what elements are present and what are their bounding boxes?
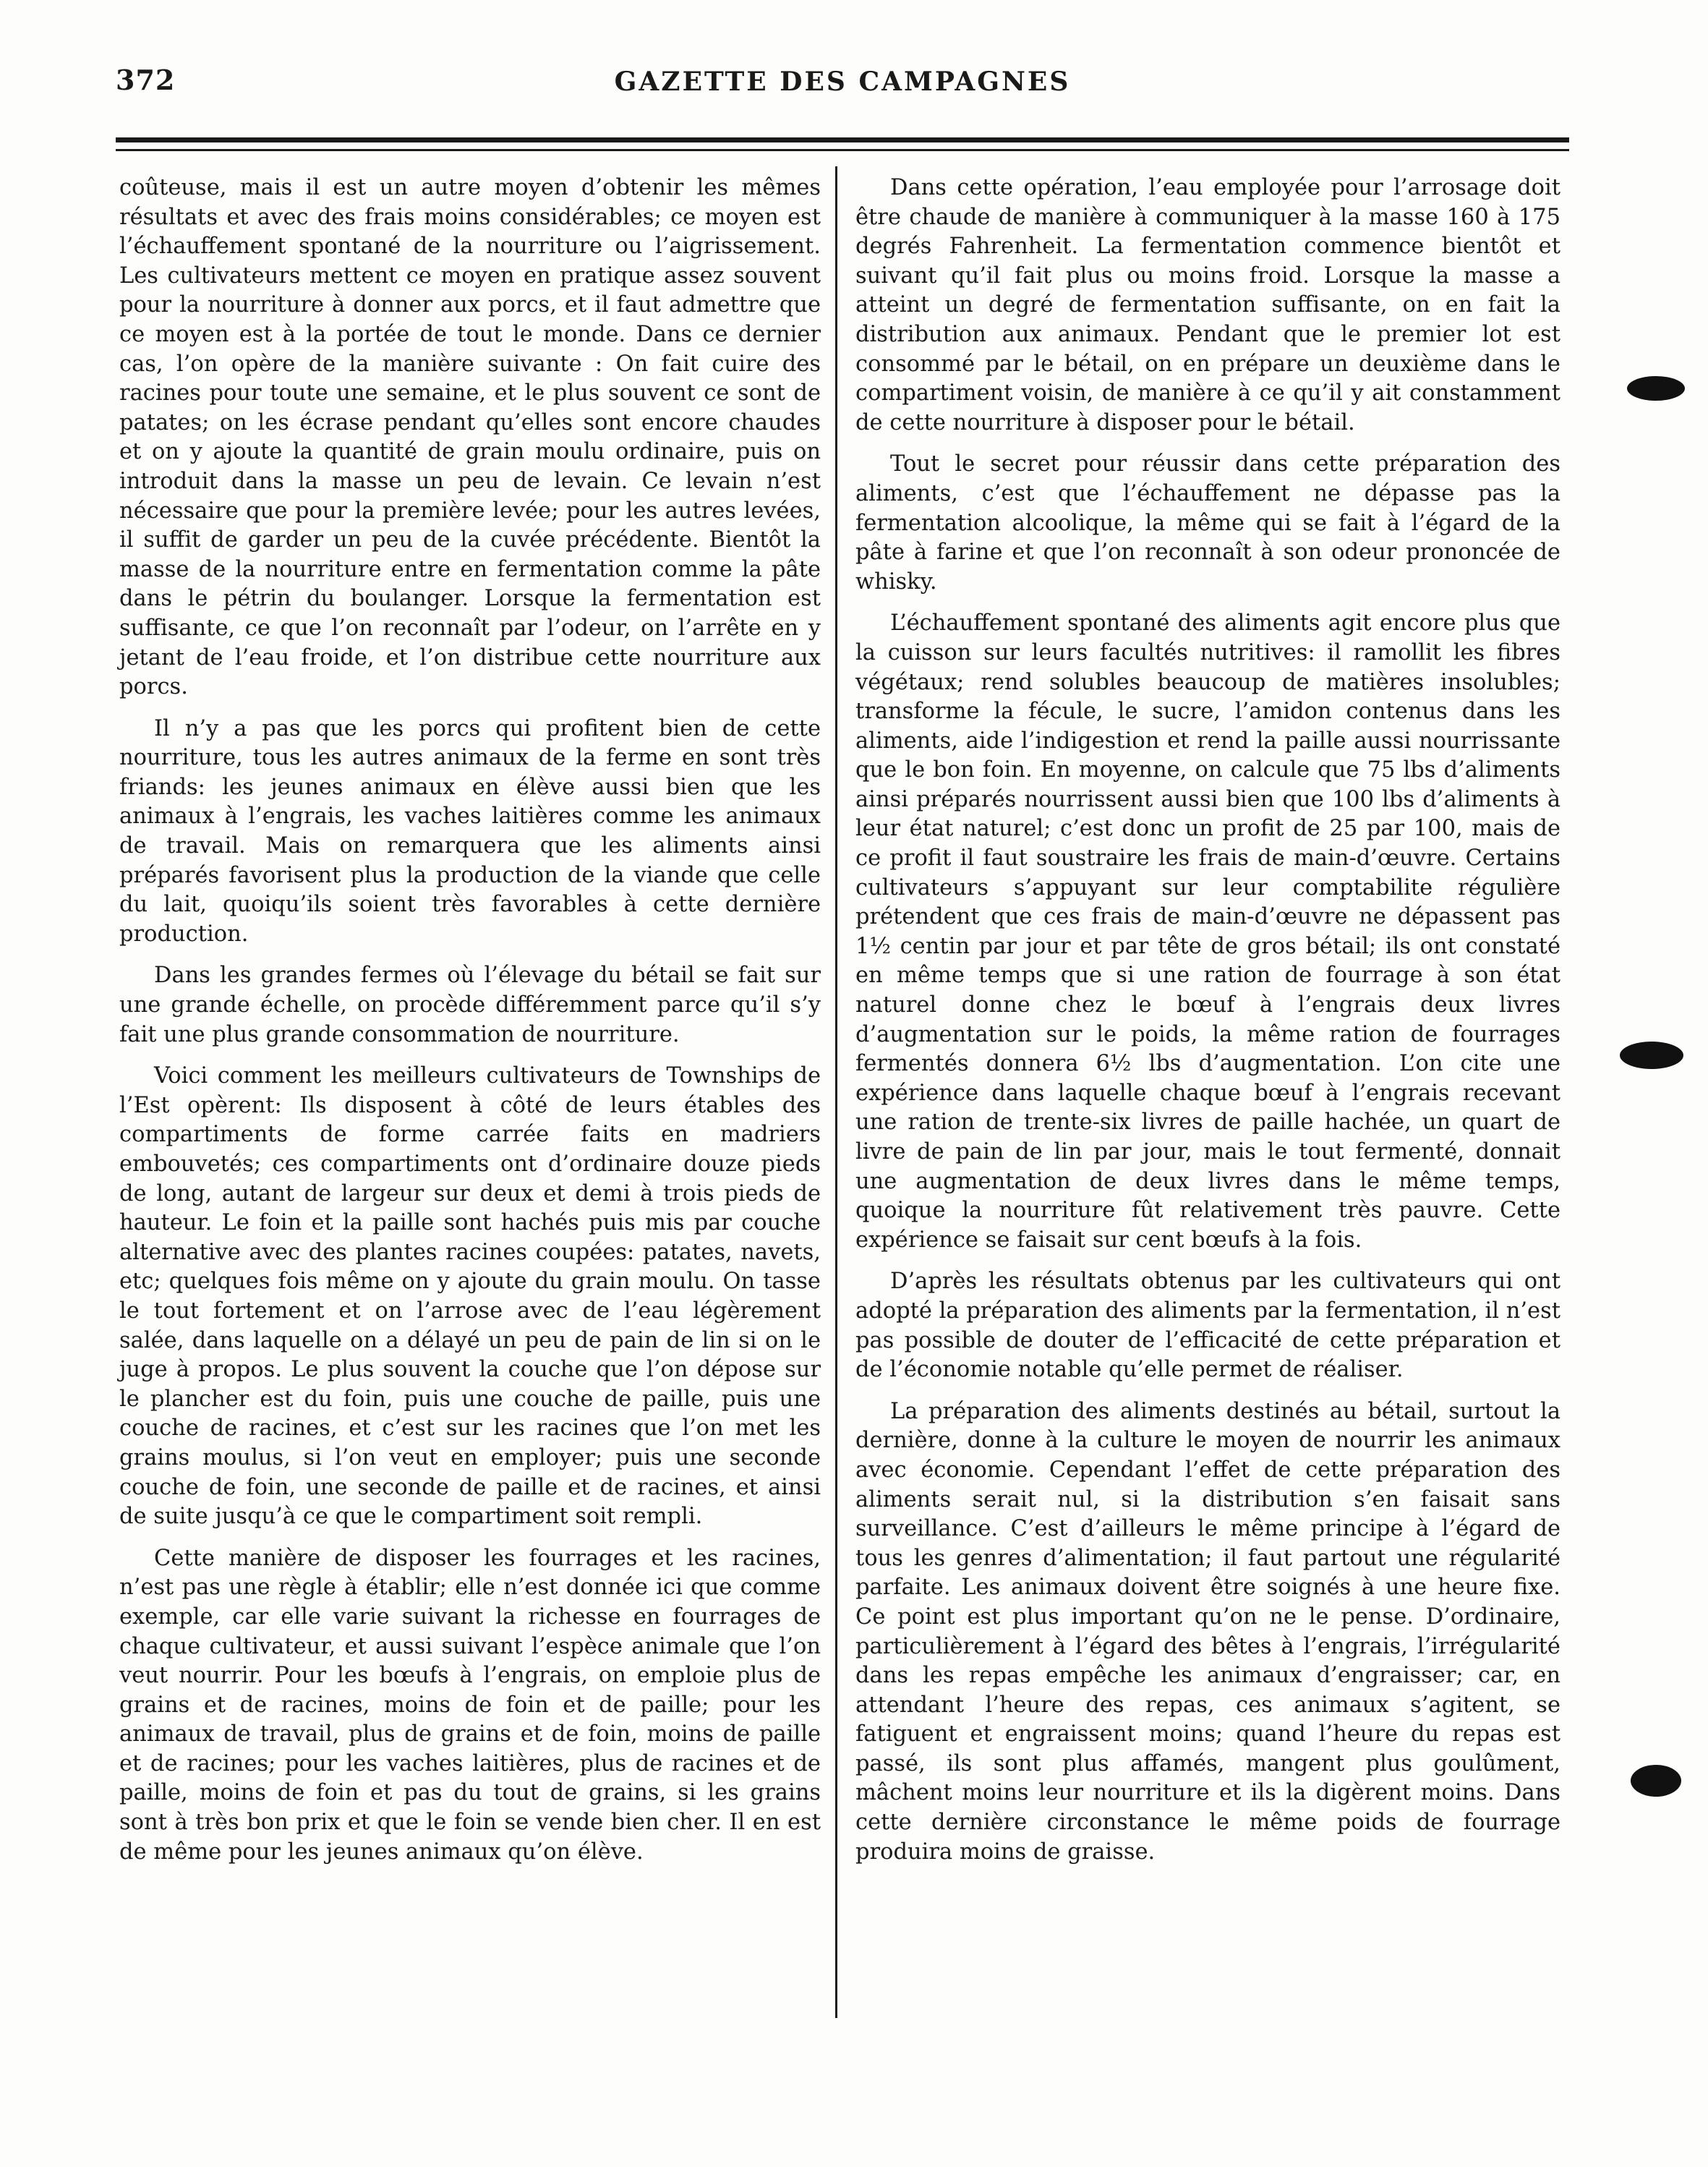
column-divider [835,166,837,2018]
left-column [119,174,821,1879]
header-rule-thick [116,137,1569,142]
paragraph: Voici comment les meilleurs cultivateurs de Townships de l’Est opèrent: Ils disposent à côté de leurs étables des compartiments de forme carrée faits en madriers embouvetés; ces compartiments ont d’ordinaire douze pieds de long, autant de largeur sur deux et demi à trois pieds de hauteur. Le foin et la paille sont hachés puis mis par couche alternative avec des plantes racines coupées: patates, navets, etc; quelques fois même on y ajoute du grain moulu. On tasse le tout fortement et on l’arrose avec de l’eau légèrement salée, dans laquelle on a délayé un peu de pain de lin si on le juge à propos. Le plus souvent la couche que l’on dépose sur le plancher est du foin, puis une couche de paille, puis une couche de racines, et c’est sur les racines que l’on met les grains moulus, si l’on veut en employer; puis une seconde couche de foin, une seconde de paille et de racines, et ainsi de suite jusqu’à ce que le compartiment soit rempli. [119,1063,821,1530]
paragraph: La préparation des aliments destinés au bétail, surtout la dernière, donne à la culture le moyen de nourrir les animaux avec économie. Cependant l’effet de cette préparation des aliments serait nul, si la distribution s’en faisait sans surveillance. C’est d’ailleurs le même principe à l’égard de tous les genres d’alimentation; il faut partout une régularité parfaite. Les animaux doivent être soignés à une heure fixe. Ce point est plus important qu’on ne le pense. D’ordinaire, particulièrement à l’égard des bêtes à l’engrais, l’irrégularité dans les repas empêche les animaux d’engraisser; car, en attendant l’heure des repas, ces animaux s’agitent, se fatiguent et engraissent moins; quand l’heure du repas est passé, ils sont plus affamés, mangent plus goulûment, mâchent moins leur nourriture et ils la digèrent moins. Dans cette dernière circonstance le même poids de fourrage produira moins de graisse. [855,1398,1560,1865]
running-title: GAZETTE DES CAMPAGNES [614,67,1071,97]
paragraph: Dans les grandes fermes où l’élevage du bétail se fait sur une grande échelle, on procède différemment parce qu’il s’y fait une plus grande consommation de nourriture. [119,963,821,1047]
ink-blot [1627,376,1685,401]
header-rule-thin [116,149,1569,151]
paragraph: Tout le secret pour réussir dans cette préparation des aliments, c’est que l’échauffement ne dépasse pas la fermentation alcoolique, la même qui se fait à l’égard de la pâte à farine et que l’on reconnaît à son odeur prononcée de whisky. [855,451,1560,595]
paragraph: coûteuse, mais il est un autre moyen d’obtenir les mêmes résultats et avec des frais moins considérables; ce moyen est l’échauffement spontané de la nourriture ou l’aigrissement. Les cultivateurs mettent ce moyen en pratique assez souvent pour la nourriture à donner aux porcs, et il faut admettre que ce moyen est à la portée de tout le monde. Dans ce dernier cas, l’on opère de la manière suivante : On fait cuire des racines pour toute une semaine, et le plus souvent ce sont de patates; on les écrase pendant qu’elles sont encore chaudes et on y ajoute la quantité de grain moulu ordinaire, puis on introduit dans la masse un peu de levain. Ce levain n’est nécessaire que pour la première levée; pour les autres levées, il suffit de garder un peu de la cuvée précédente. Bientôt la masse de la nourriture entre en fermentation comme la pâte dans le pétrin du boulanger. Lorsque la fermentation est suffisante, ce que l’on reconnaît par l’odeur, on l’arrête en y jetant de l’eau froide, et l’on distribue cette nourriture aux porcs. [119,175,821,700]
right-column [855,174,1560,1879]
paragraph: D’après les résultats obtenus par les cultivateurs qui ont adopté la préparation des aliments par la fermentation, il n’est pas possible de douter de l’efficacité de cette préparation et de l’économie notable qu’elle permet de réaliser. [855,1269,1560,1383]
ink-blot [1631,1765,1681,1797]
paragraph: Dans cette opération, l’eau employée pour l’arrosage doit être chaude de manière à communiquer à la masse 160 à 175 degrés Fahrenheit. La fermentation commence bientôt et suivant qu’il fait plus ou moins froid. Lorsque la masse a atteint un degré de fermentation suffisante, on en fait la distribution aux animaux. Pendant que le premier lot est consommé par le bétail, on en prépare un deuxième dans le compartiment voisin, de manière à ce qu’il y ait constamment de cette nourriture à disposer pour le bétail. [855,175,1560,435]
page-number: 372 [116,64,176,96]
ink-blot [1620,1042,1683,1069]
paragraph: L’échauffement spontané des aliments agit encore plus que la cuisson sur leurs facultés nutritives: il ramollit les fibres végétaux; rend solubles beaucoup de matières insolubles; transforme la fécule, le sucre, l’amidon contenus dans les aliments, aide l’indigestion et rend la paille aussi nourrissante que le bon foin. En moyenne, on calcule que 75 lbs d’aliments ainsi préparés nourrissent aussi bien que 100 lbs d’aliments à leur état naturel; c’est donc un profit de 25 par 100, mais de ce profit il faut soustraire les frais de main-d’œuvre. Certains cultivateurs s’appuyant sur leur comptabilite régulière prétendent que ces frais de main-d’œuvre ne dépassent pas 1½ centin par jour et par tête de gros bétail; ils ont constaté en même temps que si une ration de fourrage à son état naturel donne chez le bœuf à l’engrais deux livres d’augmentation sur le poids, la même ration de fourrages fermentés donnera 6½ lbs d’augmentation. L’on cite une expérience dans laquelle chaque bœuf à l’engrais recevant une ration de trente-six livres de paille hachée, un quart de livre de pain de lin par jour, mais le tout fermenté, donnait une augmentation de deux livres dans le même temps, quoique la nourriture fût relativement très pauvre. Cette expérience se faisait sur cent bœufs à la fois. [855,610,1560,1253]
paragraph: Il n’y a pas que les porcs qui profitent bien de cette nourriture, tous les autres animaux de la ferme en sont très friands: les jeunes animaux en élève aussi bien que les animaux à l’engrais, les vaches laitières comme les animaux de travail. Mais on remarquera que les aliments ainsi préparés favorisent plus la production de la viande que celle du lait, quoiqu’ils soient très favorables à cette dernière production. [119,715,821,947]
page-header [116,64,1569,107]
paragraph: Cette manière de disposer les fourrages et les racines, n’est pas une règle à établir; elle n’est donnée ici que comme exemple, car elle varie suivant la richesse en fourrages de chaque cultivateur, et aussi suivant l’espèce animale que l’on veut nourrir. Pour les bœufs à l’engrais, on emploie plus de grains et de racines, moins de foin et de paille; pour les animaux de travail, plus de grains et de foin, moins de paille et de racines; pour les vaches laitières, plus de racines et de paille, moins de foin et pas du tout de grains, si les grains sont à très bon prix et que le foin se vende bien cher. Il en est de même pour les jeunes animaux qu’on élève. [119,1545,821,1865]
